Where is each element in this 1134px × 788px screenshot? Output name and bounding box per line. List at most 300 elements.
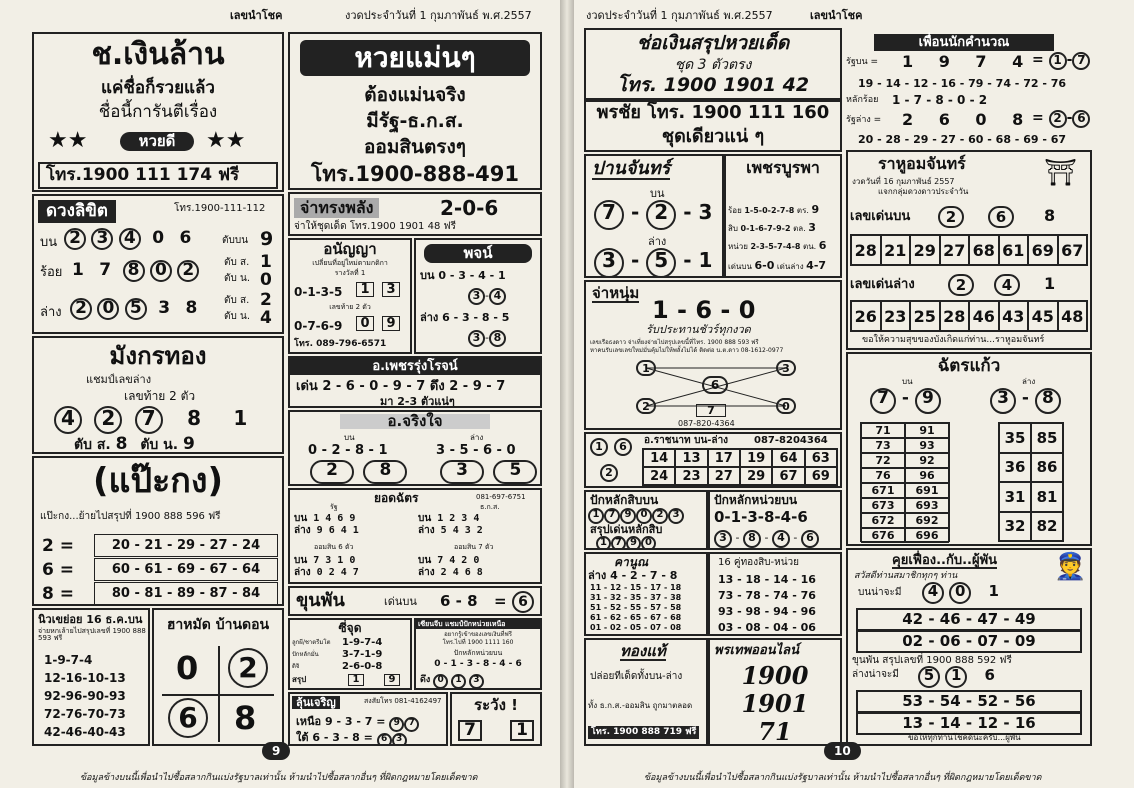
anucha-sub: เปลี่ยนที่อยู่ใหม่ตามกติกา [312,259,388,267]
niw-line: 12-16-10-13 [44,671,126,685]
khanun-line: 61 - 62 - 65 - 67 - 68 [590,613,682,622]
num-circle: 3 [469,674,484,689]
chip-sub: โทร.ไปที่ 1900 1111 160 [442,639,514,646]
phetburapa-title: เพชรบูรพา [746,158,820,177]
anucha-phone: โทร. 089-796-6571 [294,339,387,349]
phetburapa-row: หน่วย 2-3-5-7-4-8 ตน. 6 [728,239,827,252]
friends-title: เพื่อนนักคำนวณ [874,34,1054,51]
friends-rv: 1 9 7 4 [902,52,1034,71]
khuthong-box [708,552,842,636]
chngern-line2: ชื่อนี้การันตีเรื่อง [98,102,218,122]
num-circle: 7 [594,200,624,230]
khanun-line: 31 - 32 - 35 - 37 - 38 [590,593,682,602]
duang-lang-row [70,298,197,320]
phet-sub: มา 2-3 ตัวแน่ๆ [380,395,455,408]
phot-title: พจน์ [424,244,532,263]
left-date: งวดประจำวันที่ 1 กุมภาพันธ์ พ.ศ.2557 [345,9,532,22]
row-key: 2 = [42,536,74,556]
jaring-lc [440,460,537,484]
yod-row: บน 1 4 6 9 [294,513,356,524]
pornchai-title: พรชัย โทร. 1900 111 160 [596,102,830,123]
huaymaen-line2: มีรัฐ-ธ.ก.ส. [366,110,464,132]
num-oval: 5 [493,460,537,484]
duang-roi-row [72,260,199,282]
jamnum-value: 1 - 6 - 0 [652,296,756,324]
friends-roiv: 1 - 7 - 8 - 0 - 2 [892,93,988,107]
niw-line: 1-9-7-4 [44,653,93,667]
phetburapa-row: เด่นบน 6-0 เด่นล่าง 4-7 [728,259,827,272]
num-oval: 2 [310,460,354,484]
friends-lc: = 2 - 6 [1032,110,1090,128]
yod-row: ล่าง 0 2 4 7 [294,567,359,578]
num-box: 1 [348,674,364,686]
huaymaen-line1: ต้องแม่นจริง [364,84,466,106]
row-value: 80 - 81 - 89 - 87 - 84 [94,582,278,605]
khanun-lang: ล่าง 4 - 2 - 7 - 8 [588,569,678,582]
rahu-denbon: เลขเด่นบน [850,209,911,224]
phrathep-num: 1900 [741,661,809,690]
khanun-line: 51 - 52 - 55 - 57 - 58 [590,603,682,612]
jamnum-title: จ่าหนุ่ม [592,284,640,302]
ahmad-title: ฮาหมัด บ้านดอน [166,617,270,633]
num-circle: 8 [123,260,145,282]
phetburapa-box [724,154,842,278]
pornchai-sub: ชุดเดียวแน่ ๆ [661,126,765,147]
panjan-row1: 7 - 2 - 3 [594,200,712,230]
phot-lang: ล่าง 6 - 3 - 8 - 5 [420,311,510,324]
roi-r2: 0 [260,270,272,290]
num-circle: 3 [468,288,485,305]
rahu-lang-grid: 26 23 25 28 46 43 45 48 [850,300,1088,332]
jamnum-note: เลขเรือธงดาว จ่าเที่ยงจ่ายไปสรุปเลขนี้ที่โทร. 1900 888 593 ฟรี [590,339,759,346]
khuy-lc: 5 1 6 [918,666,995,688]
jakong-phone: จ่าให้ชุดเด็ด โทร.1900 1901 48 ฟรี [294,221,456,232]
mangkorn-tail: เลขท้าย 2 ตัว [124,389,196,403]
num-circle: 3 [594,248,624,278]
right-brand: เลขนำโชค [810,9,863,22]
num-circle: 2 [646,200,676,230]
num-circle: 4 [54,406,82,434]
niw-line: 42-46-40-43 [44,725,126,739]
num-circle: 5 [125,298,147,320]
jakong-title: จ่าทรงพลัง [294,198,379,218]
lunjaroen-phone: สงสัยโทร 081-4162497 [364,697,442,705]
num-circle: 7 [135,406,163,434]
khuy-line: 42 - 46 - 47 - 49 [856,608,1082,631]
ahmad-num-circle: 6 [168,698,208,738]
friends-line: 20 - 28 - 29 - 27 - 60 - 68 - 69 - 67 [858,133,1067,146]
num: 1 [233,406,248,430]
khuy-title: คุยเฟื่อง..กับ..ผู้พัน [892,553,998,568]
num-oval: 3 [440,460,484,484]
yod-phone: 081-697-6751 [476,493,526,501]
num-circle: 0 [433,674,448,689]
chip-title: เซียนจีบ แชมป์ปักหน่วยเหนือ [416,620,540,629]
khuy-line: 02 - 06 - 07 - 09 [856,630,1082,653]
huaymaen-box [288,32,542,190]
tn-label: ตับ น. [224,273,251,284]
thongtae-sub: ปล่อยทีเด็ดทั้งบน-ล่าง [590,671,683,682]
left-page [0,0,560,788]
yod-row: ล่าง 2 4 6 8 [418,567,483,578]
mangkorn-nums [54,406,247,434]
khuy-note: ขอให้ทุกท่านโชคดีนะครับ...ผู้พัน [908,733,1021,742]
khuthong-line: 93 - 98 - 94 - 96 [718,605,816,618]
phrathep-num: 1901 [741,689,809,718]
num-box: 0 [356,316,374,331]
thongtae-phone: โทร. 1900 888 719 ฟรี [588,726,699,739]
bon-tail: ตับบน [222,235,249,246]
chatkaew-title: ฉัตรแก้ว [937,356,1001,376]
duang-title: ดวงลิขิต [38,200,116,223]
jamnum-sub: รับประทานชัวร์ทุกงวด [646,323,751,336]
left-brand: เลขนำโชค [230,9,283,22]
num-circle: 4 [119,228,141,250]
roi-r1: 1 [260,252,272,272]
thongtae-title: ทองแท้ [620,642,666,660]
paekong-box [32,456,284,606]
yod-tks: ธ.ก.ส. [480,503,500,511]
num-circle: 6 [377,733,392,746]
khanun-line: 01 - 02 - 05 - 07 - 08 [590,623,682,632]
friends-box [846,28,1090,148]
chip-box [414,618,542,690]
khun-den: เด่นบน [384,595,417,608]
bon-right: 9 [260,228,274,250]
friends-lang: รัฐล่าง = [846,115,882,125]
friends-rat: รัฐบน = [846,57,879,67]
num-oval: 2 [636,398,656,414]
khun-title: ขุนพัน [296,590,345,611]
num-oval: 2 [938,206,964,228]
num-circle: 3 [468,330,485,347]
racha-title: อ.ราชนาท บน-ล่าง [644,435,729,446]
phrathep-title: พรเทพออนไลน์ [714,643,800,658]
ts-label: ตับ ส. [224,257,250,268]
num-box: 9 [382,316,400,331]
khuy-bc: 4 0 1 [922,582,999,604]
duang-phone: โทร.1900-111-112 [174,203,266,214]
num-circle: 8 [489,330,506,347]
left-footer: ข้อมูลข้างบนนี้เพื่อนำไปซื้อสลากกินแบ่งรัฐบาลเท่านั้น ห้ามนำไปซื้อสลากอื่นๆ ที่ผิดกฎหมายโดยเด็ดขาด [80,773,478,783]
bon-label: บน [902,377,913,386]
khanun-line: 11 - 12 - 15 - 17 - 18 [590,583,682,592]
mangkorn-tab: ตับ ส. 8 ตับ น. 9 [74,434,195,454]
yod-box [288,488,542,584]
num-oval: 2 [948,274,974,296]
rahu-denlang: เลขเด่นล่าง [850,277,915,292]
khuthong-line: 73 - 78 - 74 - 76 [718,589,816,602]
num-box: 1 [356,282,374,297]
lunjaroen-box [288,692,448,746]
num-circle: 2 [64,228,86,250]
num-box: 9 [384,674,400,686]
khuthong-line: 13 - 18 - 14 - 16 [718,573,816,586]
khuy-line: 13 - 14 - 12 - 16 [856,712,1082,735]
khanun-title: คานูณ [614,555,649,569]
sijut-value: 1-9-7-4 [342,637,383,648]
racha-box [584,432,842,488]
khuy-sub: สวัสดีท่านสมาชิกทุกๆ ท่าน [854,571,958,581]
paknuay-box [708,490,842,550]
mangkorn-box [32,336,284,454]
pornchai-box [584,100,842,152]
duang-bon-row [64,228,191,250]
temple-icon: ⛩ [1044,158,1078,188]
khuthong-title: 16 คู่ทองสิบ-หน่วย [718,557,800,568]
chngern-phone: โทร.1900 111 174 ฟรี [38,162,278,189]
chatkaew-lc: 3 - 8 [990,388,1061,414]
row-key: 8 = [42,584,74,604]
yod-rat: รัฐ [330,503,338,511]
num-circle: 5 [646,248,676,278]
chatkaew-bc: 7 - 9 [870,388,941,414]
mangkorn-title: มังกรทอง [109,342,207,370]
thongtae-box [584,638,708,746]
paekong-title: (แป๊ะกง) [92,461,224,501]
num-circle: 4 [489,288,506,305]
niw-box [32,608,150,746]
num-box: 7 [458,720,482,741]
paklak-box [584,490,708,550]
phrathep-box [708,638,842,746]
yod-title: ยอดฉัตร [374,491,419,505]
phrathep-num: 71 [758,717,792,746]
lunjaroen-title: ลุ้นเจริญ [292,696,340,709]
anucha-box [288,238,412,354]
niw-sub: จ่ายหกเล้ายไปสรุปเลขที่ 1900 888 593 ฟรี [38,627,146,642]
huaymaen-title: หวยแม่นๆ [300,40,530,76]
num: 6 [179,228,192,248]
rahu-box [846,150,1092,350]
num: 1 [72,260,84,280]
huaymaen-phone: โทร.1900-888-491 [311,162,519,186]
jaring-title: อ.จริงใจ [340,414,490,429]
mangkorn-sub: แชมป์เลขล่าง [86,373,152,386]
bon-label: บน [650,187,665,200]
khanun-box [584,552,708,636]
panjan-title: ปานจันทร์ [592,158,671,179]
num-box: 3 [382,282,400,297]
num-circle: 3 [392,733,407,746]
tn-label: ตับ น. [224,311,251,322]
rahu-sub: แจกกลุ่มดวงดาวประจำวัน [878,187,969,196]
jamnum-note: หาคนรับเลขเลขใหม่มั่นคุ้มไม่ให้พลั้งไม่ได้ ติดต่อ น.ต.ดาว 08-1612-0977 [590,347,784,354]
ahmad-box [152,608,284,746]
paekong-sub: แป๊ะกง...ย้ายไปสรุปที่ 1900 888 596 ฟรี [40,511,221,522]
page-gutter [560,0,574,788]
rahu-sub: งวดวันที่ 16 กุมภาพันธ์ 2557 [852,177,955,186]
paklak-circles2: 1 7 9 0 [596,536,656,550]
num-oval: 8 [363,460,407,484]
right-date: งวดประจำวันที่ 1 กุมภาพันธ์ พ.ศ.2557 [586,9,773,22]
niw-title: นิวเขย่อย 16 ธ.ค.บน [38,613,143,626]
num-oval: 6 [988,206,1014,228]
phetburapa-row: สิบ 0-1-6-7-9-2 ตล. 3 [728,221,816,234]
chip-sub: อยากรู้เข้าของเลขเงินที่ฟรี [444,631,512,638]
yod-row: บน 7 3 1 0 [294,555,356,566]
chngern-badge: หวยดี [120,132,194,151]
num-oval: 6 [702,376,728,394]
num-circle: 1 [590,438,608,456]
yod-row: ล่าง 5 4 3 2 [418,525,483,536]
paknuay-value: 0-1-3-8-4-6 [714,508,808,526]
num-circle: 2 [177,260,199,282]
page-number: 10 [824,742,861,760]
star-icon: ★★ [206,128,246,153]
paklak-sub: สรุปเด่นหลักสิบ [590,523,663,536]
chip-line: ปักหลักหน่วยบน [453,649,503,657]
phetburapa-row: ร้อย 1-5-0-2-7-8 ตร. 9 [728,203,820,216]
choengern-title: ช่อเงินสรุปหวยเด็ด [636,32,790,54]
lang-label: ล่าง [1022,377,1036,386]
yod-om: ออมสิน 6 ตัว [314,543,354,551]
friends-lv: 2 6 0 8 [902,110,1034,129]
num: 8 [187,406,201,430]
phot-box [414,238,542,354]
num-box: 7 [696,404,726,417]
num-oval: 4 [994,274,1020,296]
friends-roi: หลักร้อย [846,95,879,105]
chngern-title: ช.เงินล้าน [91,37,225,72]
bon-label: บน [40,235,58,250]
phet-box [288,356,542,408]
anucha-sub: รางวัลที่ 1 [334,269,366,277]
num-oval: 3 [776,360,796,376]
star-icon: ★★ [48,128,88,153]
rahu-note: ขอให้ความสุขของบังเกิดแก่ท่าน...ราหูอมจันทร์ [862,335,1045,345]
jamnum-box [584,280,842,430]
yod-row: บน 1 2 3 4 [418,513,480,524]
anucha-r1: 0-1-3-5 [294,285,343,299]
yod-om: ออมสิน 7 ตัว [454,543,494,551]
choengern-phone: โทร. 1900 1901 42 [616,74,810,96]
row-key: 6 = [42,560,74,580]
num-circle: 7 [404,717,419,732]
anucha-r2: 0-7-6-9 [294,319,343,333]
sijut-key: ดิจิ [292,663,300,670]
rahu-lv: 1 [1044,274,1056,293]
duang-box [32,194,284,334]
num: 7 [99,260,112,280]
choengern-box [584,28,842,100]
sijut-key: ปักหลักมั่น [292,651,319,658]
chatkaew-box [846,352,1092,546]
page-number: 9 [262,742,290,760]
num-circle: 2 [70,298,92,320]
lang-r2: 4 [260,308,272,328]
num-circle: 1 [451,674,466,689]
ahmad-num: 0 [176,649,199,687]
khuy-lang: ล่างน่าจะมี [852,669,899,680]
choengern-sub: ชุด 3 ตัวตรง [674,57,752,73]
panjan-box [584,154,724,278]
khuy-line: 53 - 54 - 52 - 56 [856,690,1082,713]
num-circle: 0 [97,298,119,320]
num-oval: 0 [776,398,796,414]
panjan-row2: 3 - 5 - 1 [594,248,712,278]
chngern-line1: แค่ชื่อก็รวยแล้ว [101,78,215,98]
sijut-key: ลูกผี/ชาตรีมโต [292,639,331,646]
sijut-box [288,618,412,690]
jakong-box [288,192,542,236]
khun-box [288,586,542,616]
num-circle: 6 [512,591,534,613]
phot-c2: 3 - 8 [468,330,506,347]
row-value: 60 - 61 - 69 - 67 - 64 [94,558,278,581]
friends-rc: = 1 - 7 [1032,52,1090,70]
rahu-bv: 8 [1044,206,1056,225]
ahmad-num-circle: 2 [228,648,268,688]
divider [162,694,274,696]
anucha-sub: เลขท้าย 2 ตัว [329,303,371,311]
right-page [574,0,1134,788]
jakong-num: 2-0-6 [440,196,499,220]
huaymaen-line3: ออมสินตรงๆ [364,136,466,158]
num-circle: 0 [150,260,172,282]
sijut-key: สรุป [292,675,307,684]
friends-line: 19 - 14 - 12 - 16 - 79 - 74 - 72 - 76 [858,77,1067,90]
lang-label: ล่าง [40,305,62,320]
num-circle: 6 [614,438,632,456]
niw-line: 72-76-70-73 [44,707,126,721]
phet-line: เด่น 2 - 6 - 0 - 9 - 7 ดึง 2 - 9 - 7 [296,379,506,394]
khuy-bon: บนน่าจะมี [858,587,902,598]
lang-label: ล่าง [648,235,667,248]
jaring-bc [310,460,407,484]
rawang-title: ระวัง ! [474,696,518,714]
chatkaew-bon-grid: 71 91 73 93 72 92 76 96 671 691 673 693 672 692 676 696 [860,422,950,542]
paknuay-circles: 3 - 8 - 4 - 6 [714,530,819,548]
sijut-value: 3-7-1-9 [342,649,383,660]
bon-label: บน [344,433,355,442]
chngern-box [32,32,284,192]
phot-c1: 3 - 4 [468,288,506,305]
row-value: 20 - 21 - 29 - 27 - 24 [94,534,278,557]
khuy-sum: ขุนพัน สรุปเลขที่ 1900 888 592 ฟรี [852,655,1012,666]
lang-r1: 2 [260,290,272,310]
num: 3 [158,298,171,318]
rawang-box [450,692,542,746]
num: 0 [152,228,165,248]
num-circle: 2 [94,406,122,434]
yod-row: ล่าง 9 6 4 1 [294,525,359,536]
num-circle: 2 [600,464,618,482]
phet-title: อ.เพชรรุ่งโรจน์ [290,358,540,375]
chip-value: 0 - 1 - 3 - 8 - 4 - 6 [434,659,522,669]
lunjaroen-r1: เหนือ 9 - 3 - 7 = 9 7 [296,716,419,732]
racha-grid: 14 13 17 19 64 63 24 23 27 29 67 69 [642,448,838,486]
khun-value: 6 - 8 [440,592,478,610]
phot-bon: บน 0 - 3 - 4 - 1 [420,269,506,282]
jamnum-phone: 087-820-4364 [678,419,735,428]
ahmad-num: 8 [234,699,257,737]
rahu-bon-grid: 28 21 29 27 68 61 69 67 [850,234,1088,266]
anucha-title: อนัญญา [323,240,377,258]
racha-phone: 087-8204364 [754,435,828,446]
num-circle: 3 [91,228,113,250]
paklak-title: ปักหลักสิบบน [590,493,659,507]
officer-icon: 👮 [1054,552,1087,582]
paklak-circles: 1 7 9 0 2 3 [588,508,684,524]
jaring-lang: 3 - 5 - 6 - 0 [436,443,516,458]
thongtae-sub: ทั้ง ธ.ก.ส.-ออมสิน ถูกมาตลอด [588,701,693,710]
sijut-title: ซี่จุด [338,621,362,635]
khuthong-line: 03 - 08 - 04 - 06 [718,621,816,634]
num: 8 [185,298,198,318]
lang-label: ล่าง [470,433,484,442]
num-oval: 1 [636,360,656,376]
